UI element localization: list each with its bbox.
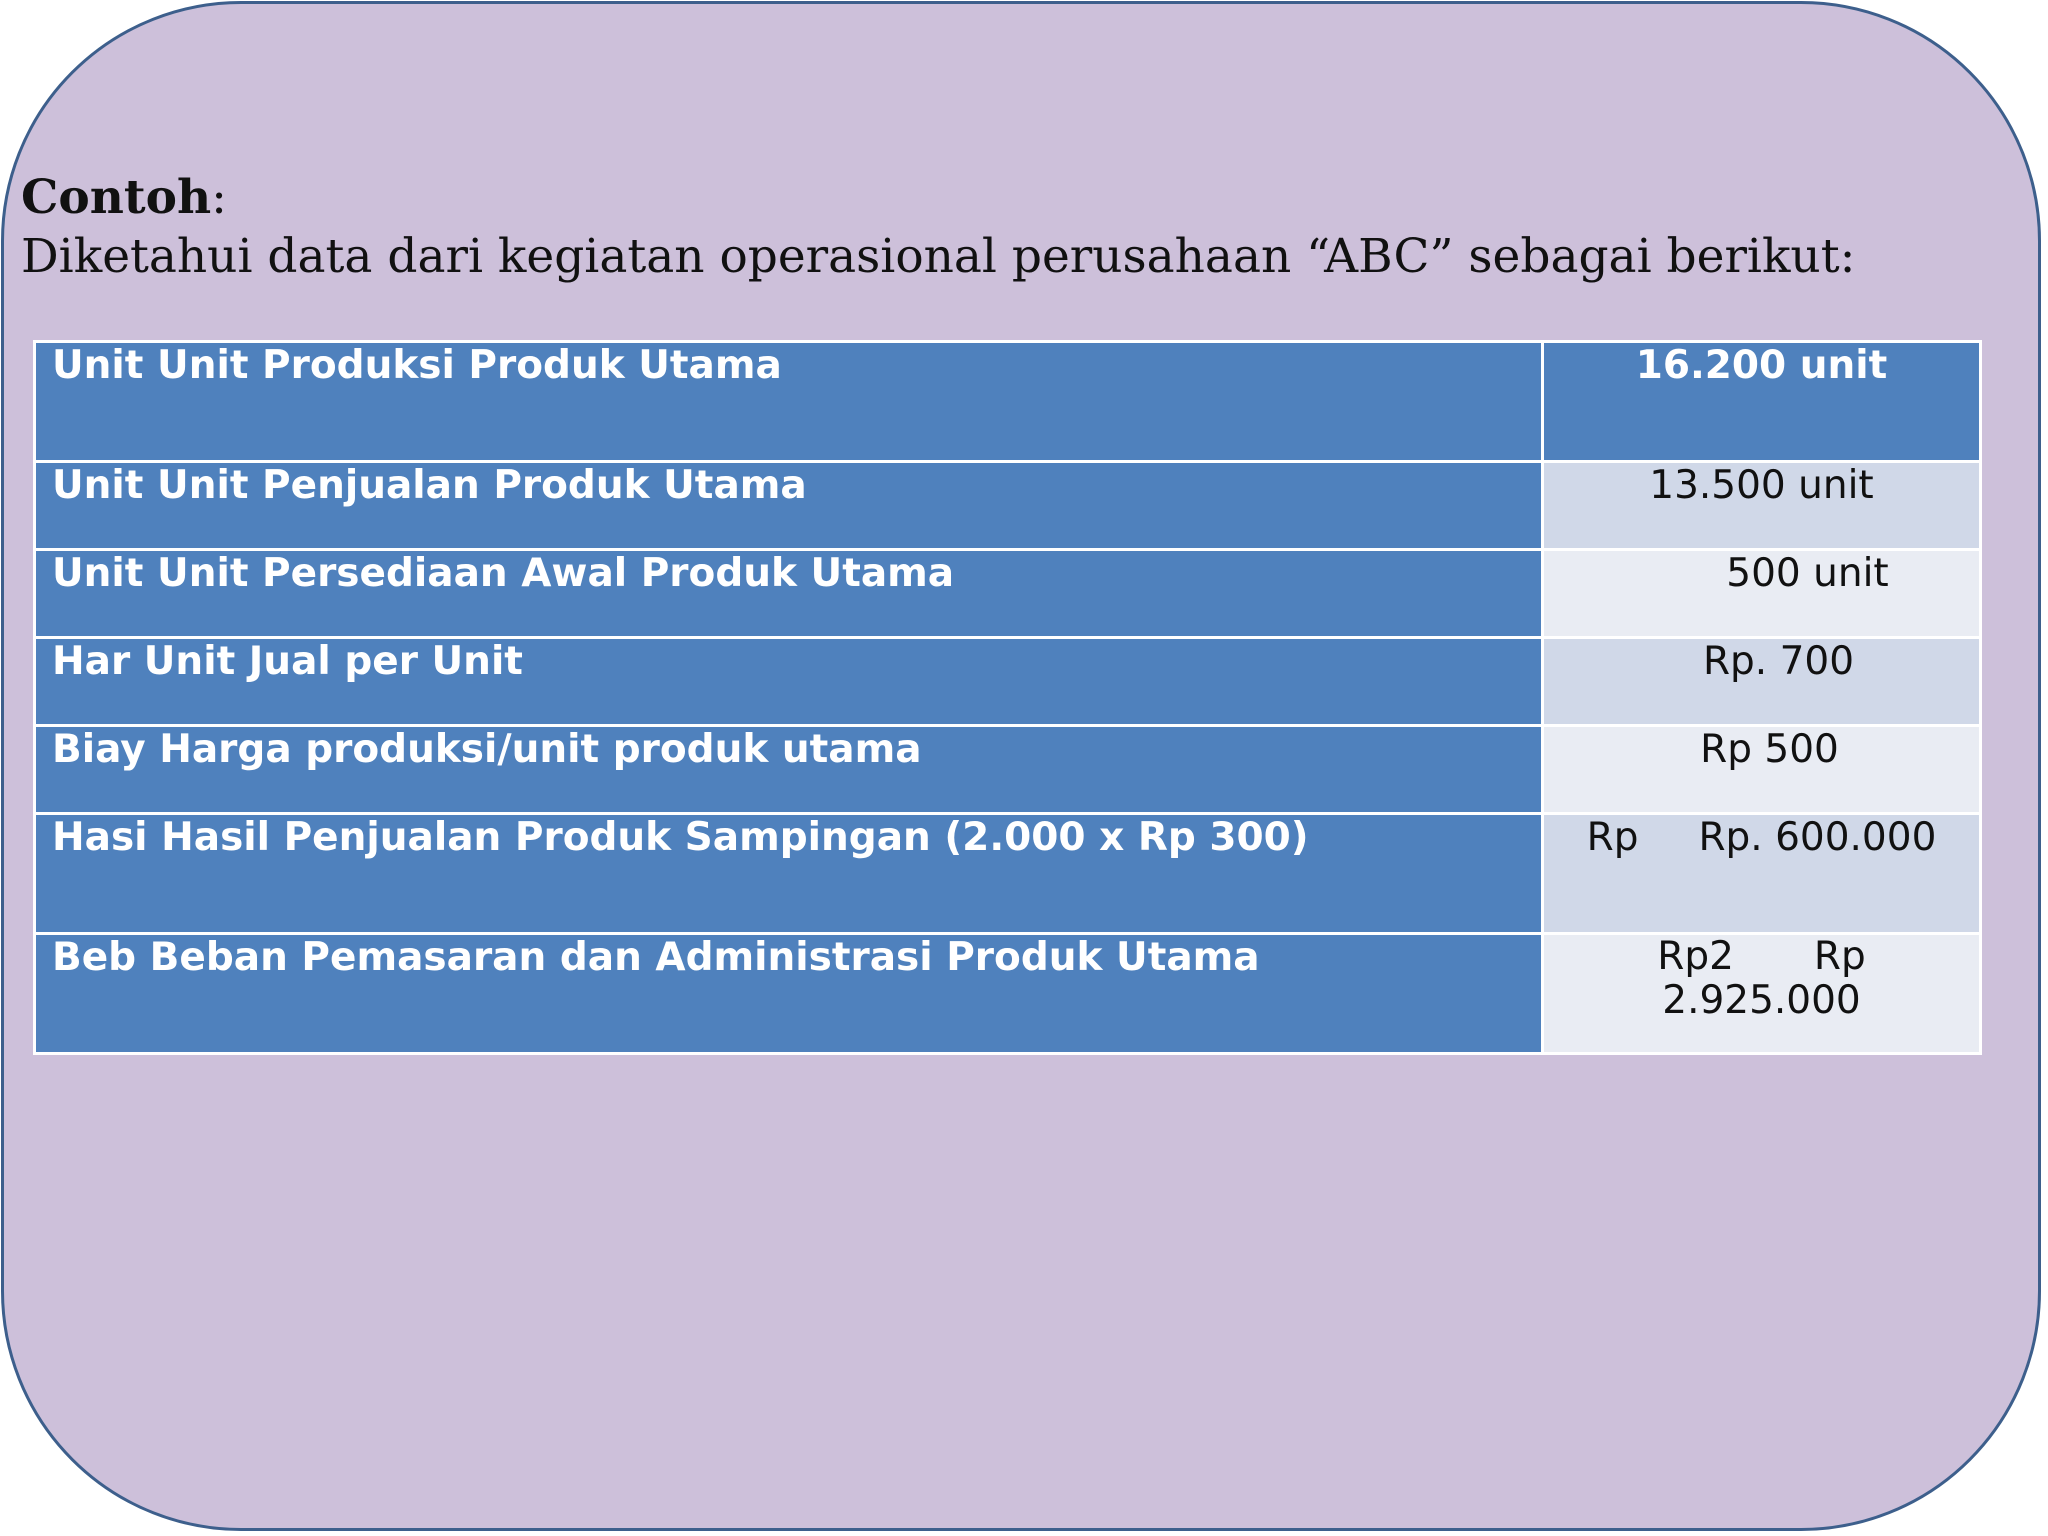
row-value: Rp 500 <box>1543 726 1981 814</box>
table-row <box>35 638 1981 726</box>
row-value: 500 unit <box>1543 550 1981 638</box>
table-row <box>35 934 1981 1054</box>
row-value: 16.200 unit <box>1543 342 1981 462</box>
row-label: Beb Beban Pemasaran dan Administrasi Produk Utama <box>35 934 1543 1054</box>
intro-heading-line <box>21 168 1921 227</box>
table-row <box>35 550 1981 638</box>
row-label: Unit Unit Penjualan Produk Utama <box>35 462 1543 550</box>
row-label: Har Unit Jual per Unit <box>35 638 1543 726</box>
row-value: 13.500 unit <box>1543 462 1981 550</box>
amount: Rp. 600.000 <box>1698 815 1937 860</box>
table-row <box>35 814 1981 934</box>
table-row <box>35 462 1981 550</box>
table-row <box>35 342 1981 462</box>
data-table <box>33 340 1982 1055</box>
intro-heading-colon: : <box>211 170 228 225</box>
currency-label-a: Rp2 <box>1657 934 1734 979</box>
row-value: Rp. 700 <box>1543 638 1981 726</box>
row-label: Unit Unit Persediaan Awal Produk Utama <box>35 550 1543 638</box>
intro-sentence: Diketahui data dari kegiatan operasional perusahaan “ABC” sebagai berikut: <box>21 229 1856 284</box>
intro-text <box>21 168 1921 286</box>
row-value <box>1543 814 1981 934</box>
currency-label: Rp <box>1586 815 1639 860</box>
row-label: Hasi Hasil Penjualan Produk Sampingan (2.000 x Rp 300) <box>35 814 1543 934</box>
amount: 2.925.000 <box>1662 978 1861 1023</box>
table-row <box>35 726 1981 814</box>
row-label: Biay Harga produksi/unit produk utama <box>35 726 1543 814</box>
intro-heading: Contoh <box>21 170 212 225</box>
value-line-1 <box>1544 935 1979 979</box>
row-value <box>1543 934 1981 1054</box>
row-label: Unit Unit Produksi Produk Utama <box>35 342 1543 462</box>
currency-label-b: Rp <box>1813 934 1866 979</box>
